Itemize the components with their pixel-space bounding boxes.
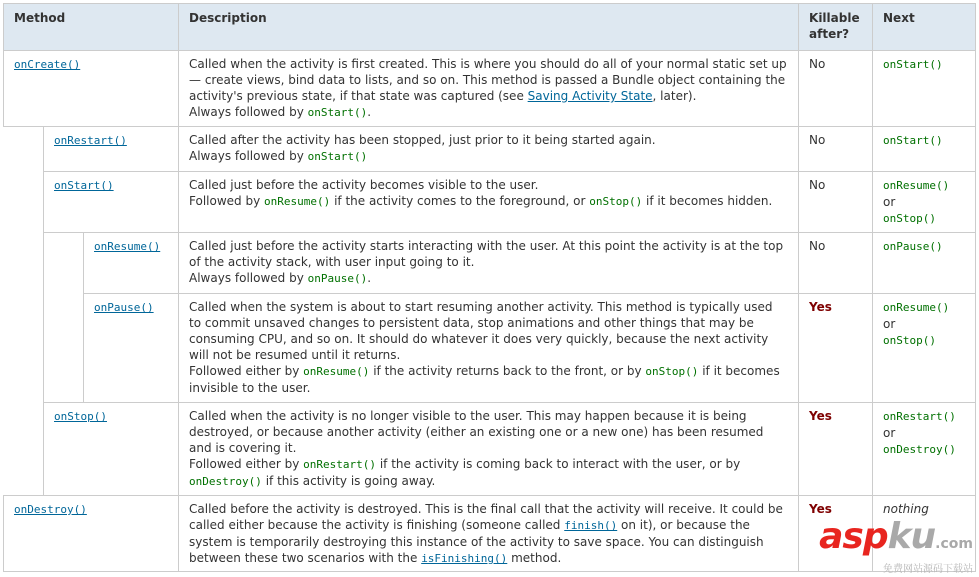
killable-value: No bbox=[809, 57, 826, 71]
desc-text: . bbox=[367, 271, 372, 285]
desc-code: onStart() bbox=[307, 150, 368, 163]
next-cell bbox=[873, 172, 976, 233]
watermark-logo bbox=[819, 518, 973, 563]
next-or: or bbox=[883, 426, 896, 440]
next-cell bbox=[873, 294, 976, 403]
ondestroy-link[interactable]: onDestroy() bbox=[14, 503, 87, 516]
header-killable: Killable after? bbox=[799, 4, 873, 51]
table-row bbox=[4, 127, 976, 172]
next-cell bbox=[873, 51, 976, 127]
oncreate-link[interactable]: onCreate() bbox=[14, 58, 81, 71]
next-cell bbox=[873, 403, 976, 496]
desc-code: onStop() bbox=[645, 365, 699, 378]
method-cell bbox=[4, 496, 179, 572]
desc-text: Followed either by bbox=[189, 364, 304, 378]
watermark-ku: ku bbox=[887, 516, 936, 557]
next-method: onResume() bbox=[883, 179, 950, 192]
table-row bbox=[4, 294, 976, 403]
lifecycle-table bbox=[3, 3, 976, 572]
description-cell bbox=[179, 172, 799, 233]
next-nothing: nothing bbox=[883, 502, 929, 516]
desc-text: Called just before the activity becomes visible to the user. bbox=[189, 178, 539, 192]
desc-code: onPause() bbox=[307, 272, 368, 285]
desc-text: if the activity is coming back to interact with the user, or by bbox=[376, 457, 741, 471]
saving-activity-state-link[interactable]: Saving Activity State bbox=[527, 89, 653, 103]
watermark-asp: asp bbox=[819, 516, 888, 557]
table-row bbox=[4, 233, 976, 294]
desc-text: , later). bbox=[652, 89, 697, 103]
desc-text: Always followed by bbox=[189, 105, 308, 119]
desc-code: onResume() bbox=[264, 195, 331, 208]
desc-text: Followed by bbox=[189, 194, 265, 208]
description-cell bbox=[179, 403, 799, 496]
watermark-subtitle: 免费网站源码下载站 bbox=[883, 564, 973, 575]
next-cell bbox=[873, 233, 976, 294]
next-method: onPause() bbox=[883, 240, 943, 253]
onstop-link[interactable]: onStop() bbox=[54, 410, 107, 423]
next-method: onStop() bbox=[883, 334, 936, 347]
desc-text: if it becomes invisible to the user. bbox=[189, 364, 780, 395]
nest-indent bbox=[44, 294, 84, 403]
desc-text: if it becomes hidden. bbox=[642, 194, 773, 208]
method-cell bbox=[84, 233, 179, 294]
nest-indent bbox=[44, 233, 84, 294]
desc-text: if the activity comes to the foreground, or bbox=[330, 194, 590, 208]
killable-cell bbox=[799, 172, 873, 233]
killable-value: No bbox=[809, 239, 826, 253]
table-row bbox=[4, 172, 976, 233]
description-cell bbox=[179, 51, 799, 127]
killable-value: Yes bbox=[809, 300, 832, 314]
onresume-link[interactable]: onResume() bbox=[94, 240, 161, 253]
method-cell bbox=[44, 127, 179, 172]
desc-text: Called after the activity has been stopped, just prior to it being started again. bbox=[189, 133, 656, 147]
header-method: Method bbox=[4, 4, 179, 51]
desc-text: if the activity returns back to the front, or by bbox=[369, 364, 646, 378]
watermark-com: .com bbox=[935, 536, 973, 552]
description-cell bbox=[179, 127, 799, 172]
desc-code: onStart() bbox=[307, 106, 368, 119]
desc-text: Always followed by bbox=[189, 149, 308, 163]
desc-code: onResume() bbox=[303, 365, 370, 378]
desc-text: Called just before the activity starts interacting with the user. At this point the activity is at the top of the activity stack, with user input going to it. bbox=[189, 239, 784, 269]
killable-cell bbox=[799, 233, 873, 294]
desc-text: Called before the activity is destroyed. This is the final call that the activity will receive. It could be called either because the activity is finishing (someone called bbox=[189, 502, 783, 532]
description-cell bbox=[179, 294, 799, 403]
desc-text: Followed either by bbox=[189, 457, 304, 471]
desc-code: onStop() bbox=[589, 195, 643, 208]
killable-cell bbox=[799, 294, 873, 403]
next-method: onResume() bbox=[883, 301, 950, 314]
table-header-row bbox=[4, 4, 976, 51]
method-cell bbox=[44, 172, 179, 233]
desc-text: Called when the system is about to start resuming another activity. This method is typically used to commit unsaved changes to persistent data, stop animations and other things that may be consuming CPU, and so on. It should do whatever it does very quickly, because the next activity will not be resumed until it returns. bbox=[189, 300, 773, 362]
description-cell bbox=[179, 496, 799, 572]
killable-value: Yes bbox=[809, 502, 832, 516]
header-description: Description bbox=[179, 4, 799, 51]
killable-cell bbox=[799, 51, 873, 127]
onstart-link[interactable]: onStart() bbox=[54, 179, 114, 192]
desc-text: Always followed by bbox=[189, 271, 308, 285]
onrestart-link[interactable]: onRestart() bbox=[54, 134, 127, 147]
desc-code: onRestart() bbox=[303, 458, 377, 471]
finish-link[interactable]: finish() bbox=[564, 519, 618, 532]
desc-text: Called when the activity is no longer visible to the user. This may happen because it is being destroyed, or because another activity (either an existing one or a new one) has been resumed and is covering it. bbox=[189, 409, 764, 455]
method-cell bbox=[84, 294, 179, 403]
next-cell bbox=[873, 127, 976, 172]
method-cell bbox=[4, 51, 179, 127]
method-cell bbox=[44, 403, 179, 496]
desc-text: on it), or because the system is temporarily destroying this instance of the activity to save space. You can distinguish between these two scenarios with the bbox=[189, 518, 764, 565]
killable-value: No bbox=[809, 133, 826, 147]
next-method: onStart() bbox=[883, 134, 943, 147]
killable-value: Yes bbox=[809, 409, 832, 423]
killable-cell bbox=[799, 127, 873, 172]
desc-text: Called when the activity is first created. This is where you should do all of your normal static set up — create views, bind data to lists, and so on. This method is passed a Bundle object containing the activity's previous state, if that state was captured (see bbox=[189, 57, 787, 103]
desc-text: . bbox=[367, 105, 372, 119]
isfinishing-link[interactable]: isFinishing() bbox=[421, 552, 508, 565]
header-next: Next bbox=[873, 4, 976, 51]
next-method: onStop() bbox=[883, 212, 936, 225]
table-row bbox=[4, 403, 976, 496]
killable-cell bbox=[799, 403, 873, 496]
next-method: onDestroy() bbox=[883, 443, 956, 456]
table-row bbox=[4, 51, 976, 127]
next-method: onStart() bbox=[883, 58, 943, 71]
next-method: onRestart() bbox=[883, 410, 956, 423]
next-or: or bbox=[883, 195, 896, 209]
killable-value: No bbox=[809, 178, 826, 192]
description-cell bbox=[179, 233, 799, 294]
desc-text: if this activity is going away. bbox=[261, 474, 436, 488]
desc-code: onDestroy() bbox=[189, 475, 262, 488]
onpause-link[interactable]: onPause() bbox=[94, 301, 154, 314]
desc-text: method. bbox=[507, 551, 562, 565]
next-or: or bbox=[883, 317, 896, 331]
